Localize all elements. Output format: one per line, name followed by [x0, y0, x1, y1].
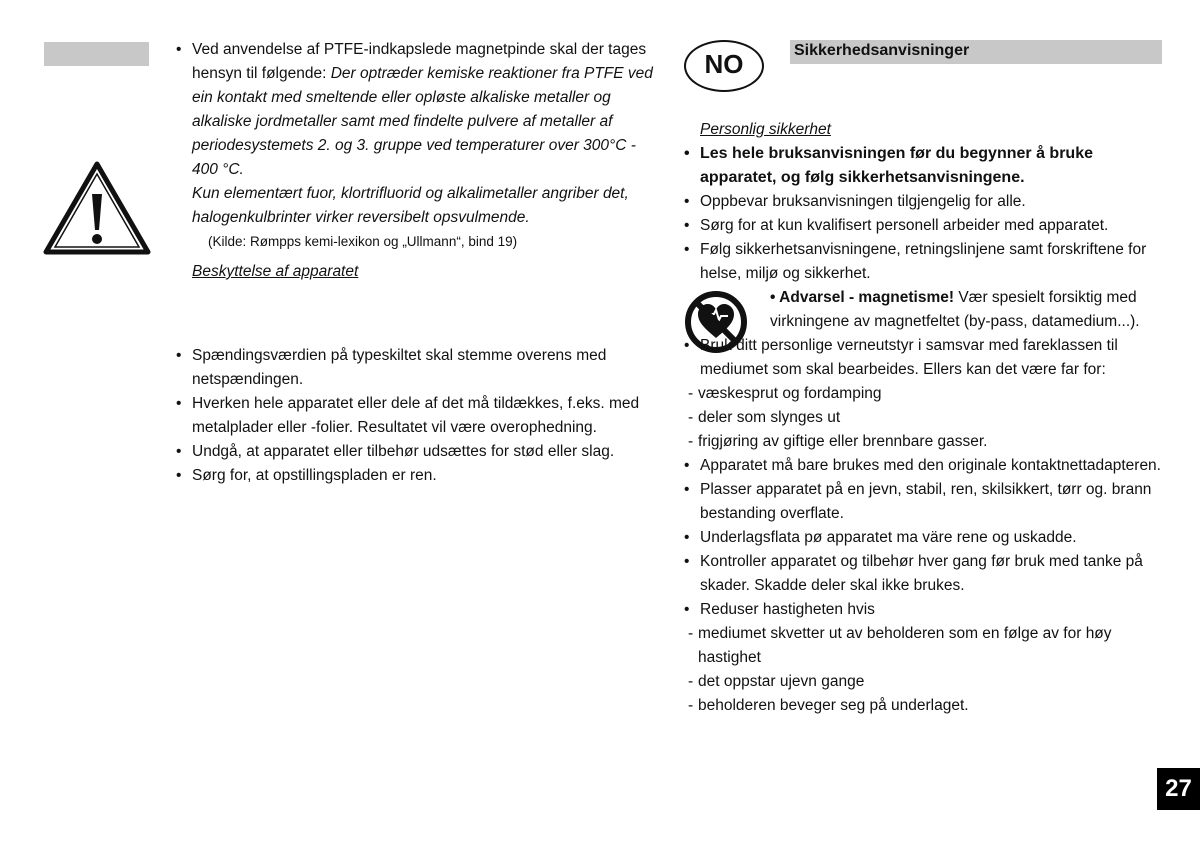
- list-item: - deler som slynges ut: [684, 406, 1162, 430]
- list-item: • Sørg for, at opstillingspladen er ren.: [176, 464, 654, 488]
- list-item: • Spændingsværdien på typeskiltet skal stemme overens med netspændingen.: [176, 344, 654, 392]
- list-item: • Plasser apparatet på en jevn, stabil, ren, skilsikkert, tørr og. brann bestanding overflate.: [684, 478, 1162, 526]
- magnetism-warning-text: Vær spesielt forsiktig med virkningene av magnetfeltet (by-pass, datamedium...).: [770, 289, 1140, 330]
- list-item: • Oppbevar bruksanvisningen tilgjengelig for alle.: [684, 190, 1162, 214]
- list-item: - frigjøring av giftige eller brennbare gasser.: [684, 430, 1162, 454]
- magnetism-warning-title: • Advarsel - magnetisme!: [770, 289, 955, 306]
- right-column: [684, 118, 1162, 718]
- personal-safety-heading: Personlig sikkerhet: [700, 121, 831, 138]
- list-item: • Undgå, at apparatet eller tilbehør udsættes for stød eller slag.: [176, 440, 654, 464]
- list-item: • Hverken hele apparatet eller dele af det må tildækkes, f.eks. med metalplader eller -folier. Resultatet vil være overophedning.: [176, 392, 654, 440]
- left-header-bar: [44, 42, 149, 66]
- list-item: - mediumet skvetter ut av beholderen som en følge av for høy hastighet: [684, 622, 1162, 670]
- left-column: [176, 38, 654, 488]
- list-item: • Apparatet må bare brukes med den originale kontaktnettadapteren.: [684, 454, 1162, 478]
- section-title: Sikkerhedsanvisninger: [790, 40, 1162, 64]
- magnetism-warning: [684, 286, 1162, 334]
- list-item: - væskesprut og fordamping: [684, 382, 1162, 406]
- list-item: • Sørg for at kun kvalifisert personell arbeider med apparatet.: [684, 214, 1162, 238]
- list-item: • Bruk ditt personlige verneutstyr i samsvar med fareklassen til mediumet som skal bearbeides. Ellers kan det være far for:: [684, 334, 1162, 382]
- list-item: • Reduser hastigheten hvis: [684, 598, 1162, 622]
- ptfe-bullet: [176, 38, 654, 254]
- list-item: • Følg sikkerhetsanvisningene, retningslinjene samt forskriftene for helse, miljø og sikkerhet.: [684, 238, 1162, 286]
- list-item: - beholderen beveger seg på underlaget.: [684, 694, 1162, 718]
- ptfe-intro: Ved anvendelse af PTFE-indkapslede magnetpinde skal der tages hensyn til følgende:: [192, 41, 647, 82]
- device-protection-heading: Beskyttelse af apparatet: [192, 263, 359, 280]
- ptfe-source: (Kilde: Rømpps kemi-lexikon og „Ullmann“, bind 19): [208, 234, 518, 249]
- warning-triangle-icon: [42, 160, 152, 256]
- read-manual-bullet: • Les hele bruksanvisningen før du begynner å bruke apparatet, og følg sikkerhetsanvisningene.: [684, 142, 1162, 190]
- language-badge: NO: [684, 40, 764, 92]
- list-item: • Underlagsflata pø apparatet ma väre rene og uskadde.: [684, 526, 1162, 550]
- list-item: • Kontroller apparatet og tilbehør hver gang før bruk med tanke på skader. Skadde deler skal ikke brukes.: [684, 550, 1162, 598]
- page-number: 27: [1157, 768, 1200, 810]
- list-item: - det oppstar ujevn gange: [684, 670, 1162, 694]
- ptfe-attack-note: Kun elementært fuor, klortrifluorid og alkalimetaller angriber det, halogenkulbrinter virker reversibelt opsvulmende.: [192, 185, 629, 226]
- ptfe-reactions: Der optræder kemiske reaktioner fra PTFE ved ein kontakt med smeltende eller opløste alkaliske metaller og alkaliske jordmetaller samt med findelte pulvere af metaller af periodesystemets 2. og 3. gruppe ved temperaturer over 300°C - 400 °C.: [192, 65, 653, 178]
